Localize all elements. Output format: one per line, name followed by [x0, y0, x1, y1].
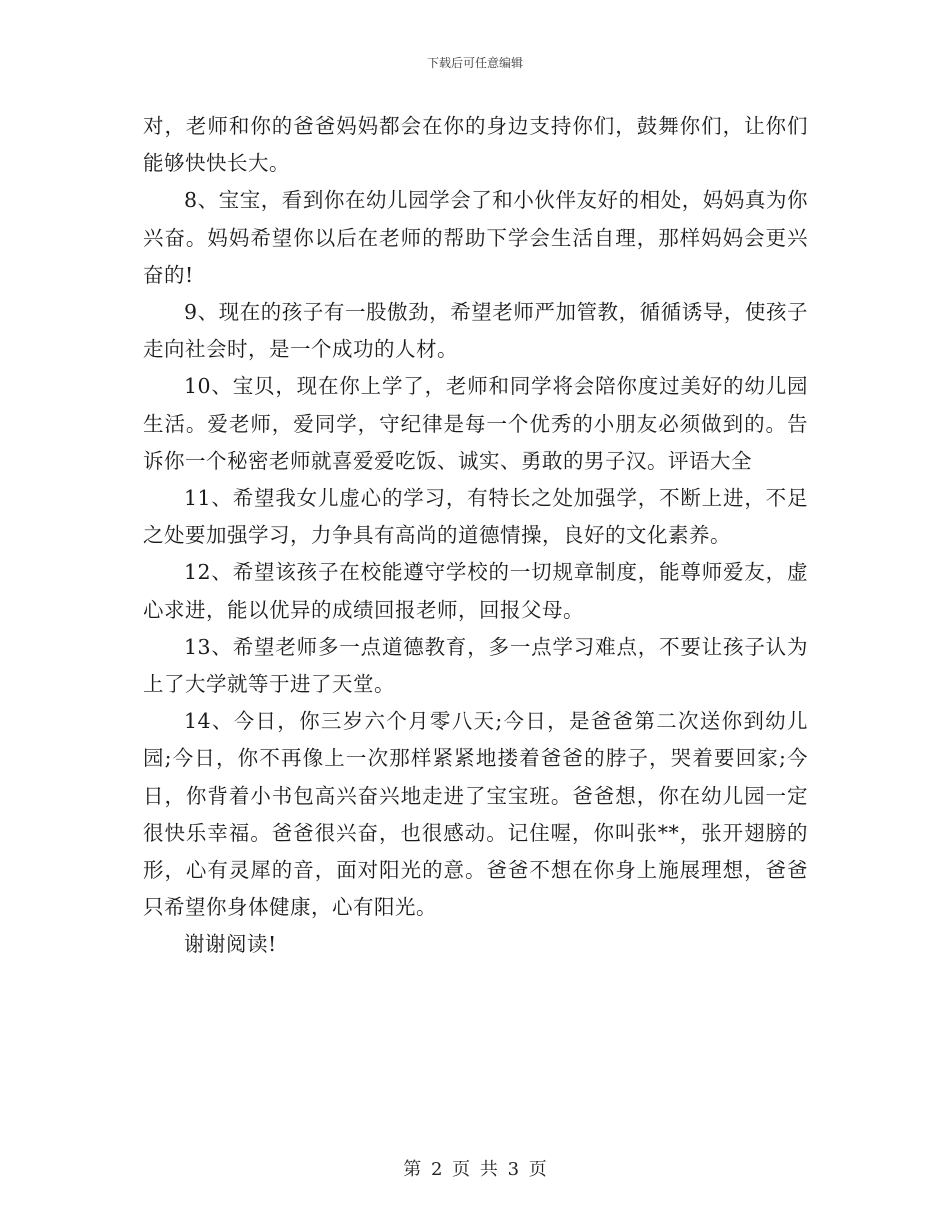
paragraph-item-9: 9、现在的孩子有一股傲劲，希望老师严加管教，循循诱导，使孩子走向社会时，是一个成功的人材。: [143, 300, 808, 362]
page-header: 下载后可任意编辑: [426, 56, 523, 70]
paragraph-item-8: 8、宝宝，看到你在幼儿园学会了和小伙伴友好的相处，妈妈真为你兴奋。妈妈希望你以后在老师的帮助下学会生活自理，那样妈妈会更兴奋的!: [143, 188, 808, 287]
document-body: [143, 108, 808, 964]
page-footer: 第 2 页 共 3 页: [403, 1159, 547, 1180]
paragraph-item-13: 13、希望老师多一点道德教育，多一点学习难点，不要让孩子认为上了大学就等于进了天堂。: [143, 634, 808, 697]
paragraph-item-11: 11、希望我女儿虚心的学习，有特长之处加强学，不断上进，不足之处要加强学习，力争具有高尚的道德情操，良好的文化素养。: [143, 486, 808, 548]
paragraph-item-14: 14、今日，你三岁六个月零八天;今日，是爸爸第二次送你到幼儿园;今日，你不再像上一次那样紧紧地搂着爸爸的脖子，哭着要回家;今日，你背着小书包高兴奋兴地走进了宝宝班。爸爸想，你在幼儿园一定很快乐幸福。爸爸很兴奋，也很感动。记住喔，你叫张**，张开翅膀的形，心有灵犀的音，面对阳光的意。爸爸不想在你身上施展理想，爸爸只希望你身体健康，心有阳光。: [143, 709, 808, 920]
paragraph-item-12: 12、希望该孩子在校能遵守学校的一切规章制度，能尊师爱友，虚心求进，能以优异的成绩回报老师，回报父母。: [143, 560, 808, 622]
paragraph-item-10: 10、宝贝，现在你上学了，老师和同学将会陪你度过美好的幼儿园生活。爱老师，爱同学，守纪律是每一个优秀的小朋友必须做到的。告诉你一个秘密老师就喜爱爱吃饭、诚实、勇敢的男子汉。评语大全: [143, 374, 808, 473]
closing-text: 谢谢阅读!: [184, 932, 277, 957]
paragraph-continuation: 对，老师和你的爸爸妈妈都会在你的身边支持你们，鼓舞你们，让你们能够快快长大。: [143, 114, 808, 176]
